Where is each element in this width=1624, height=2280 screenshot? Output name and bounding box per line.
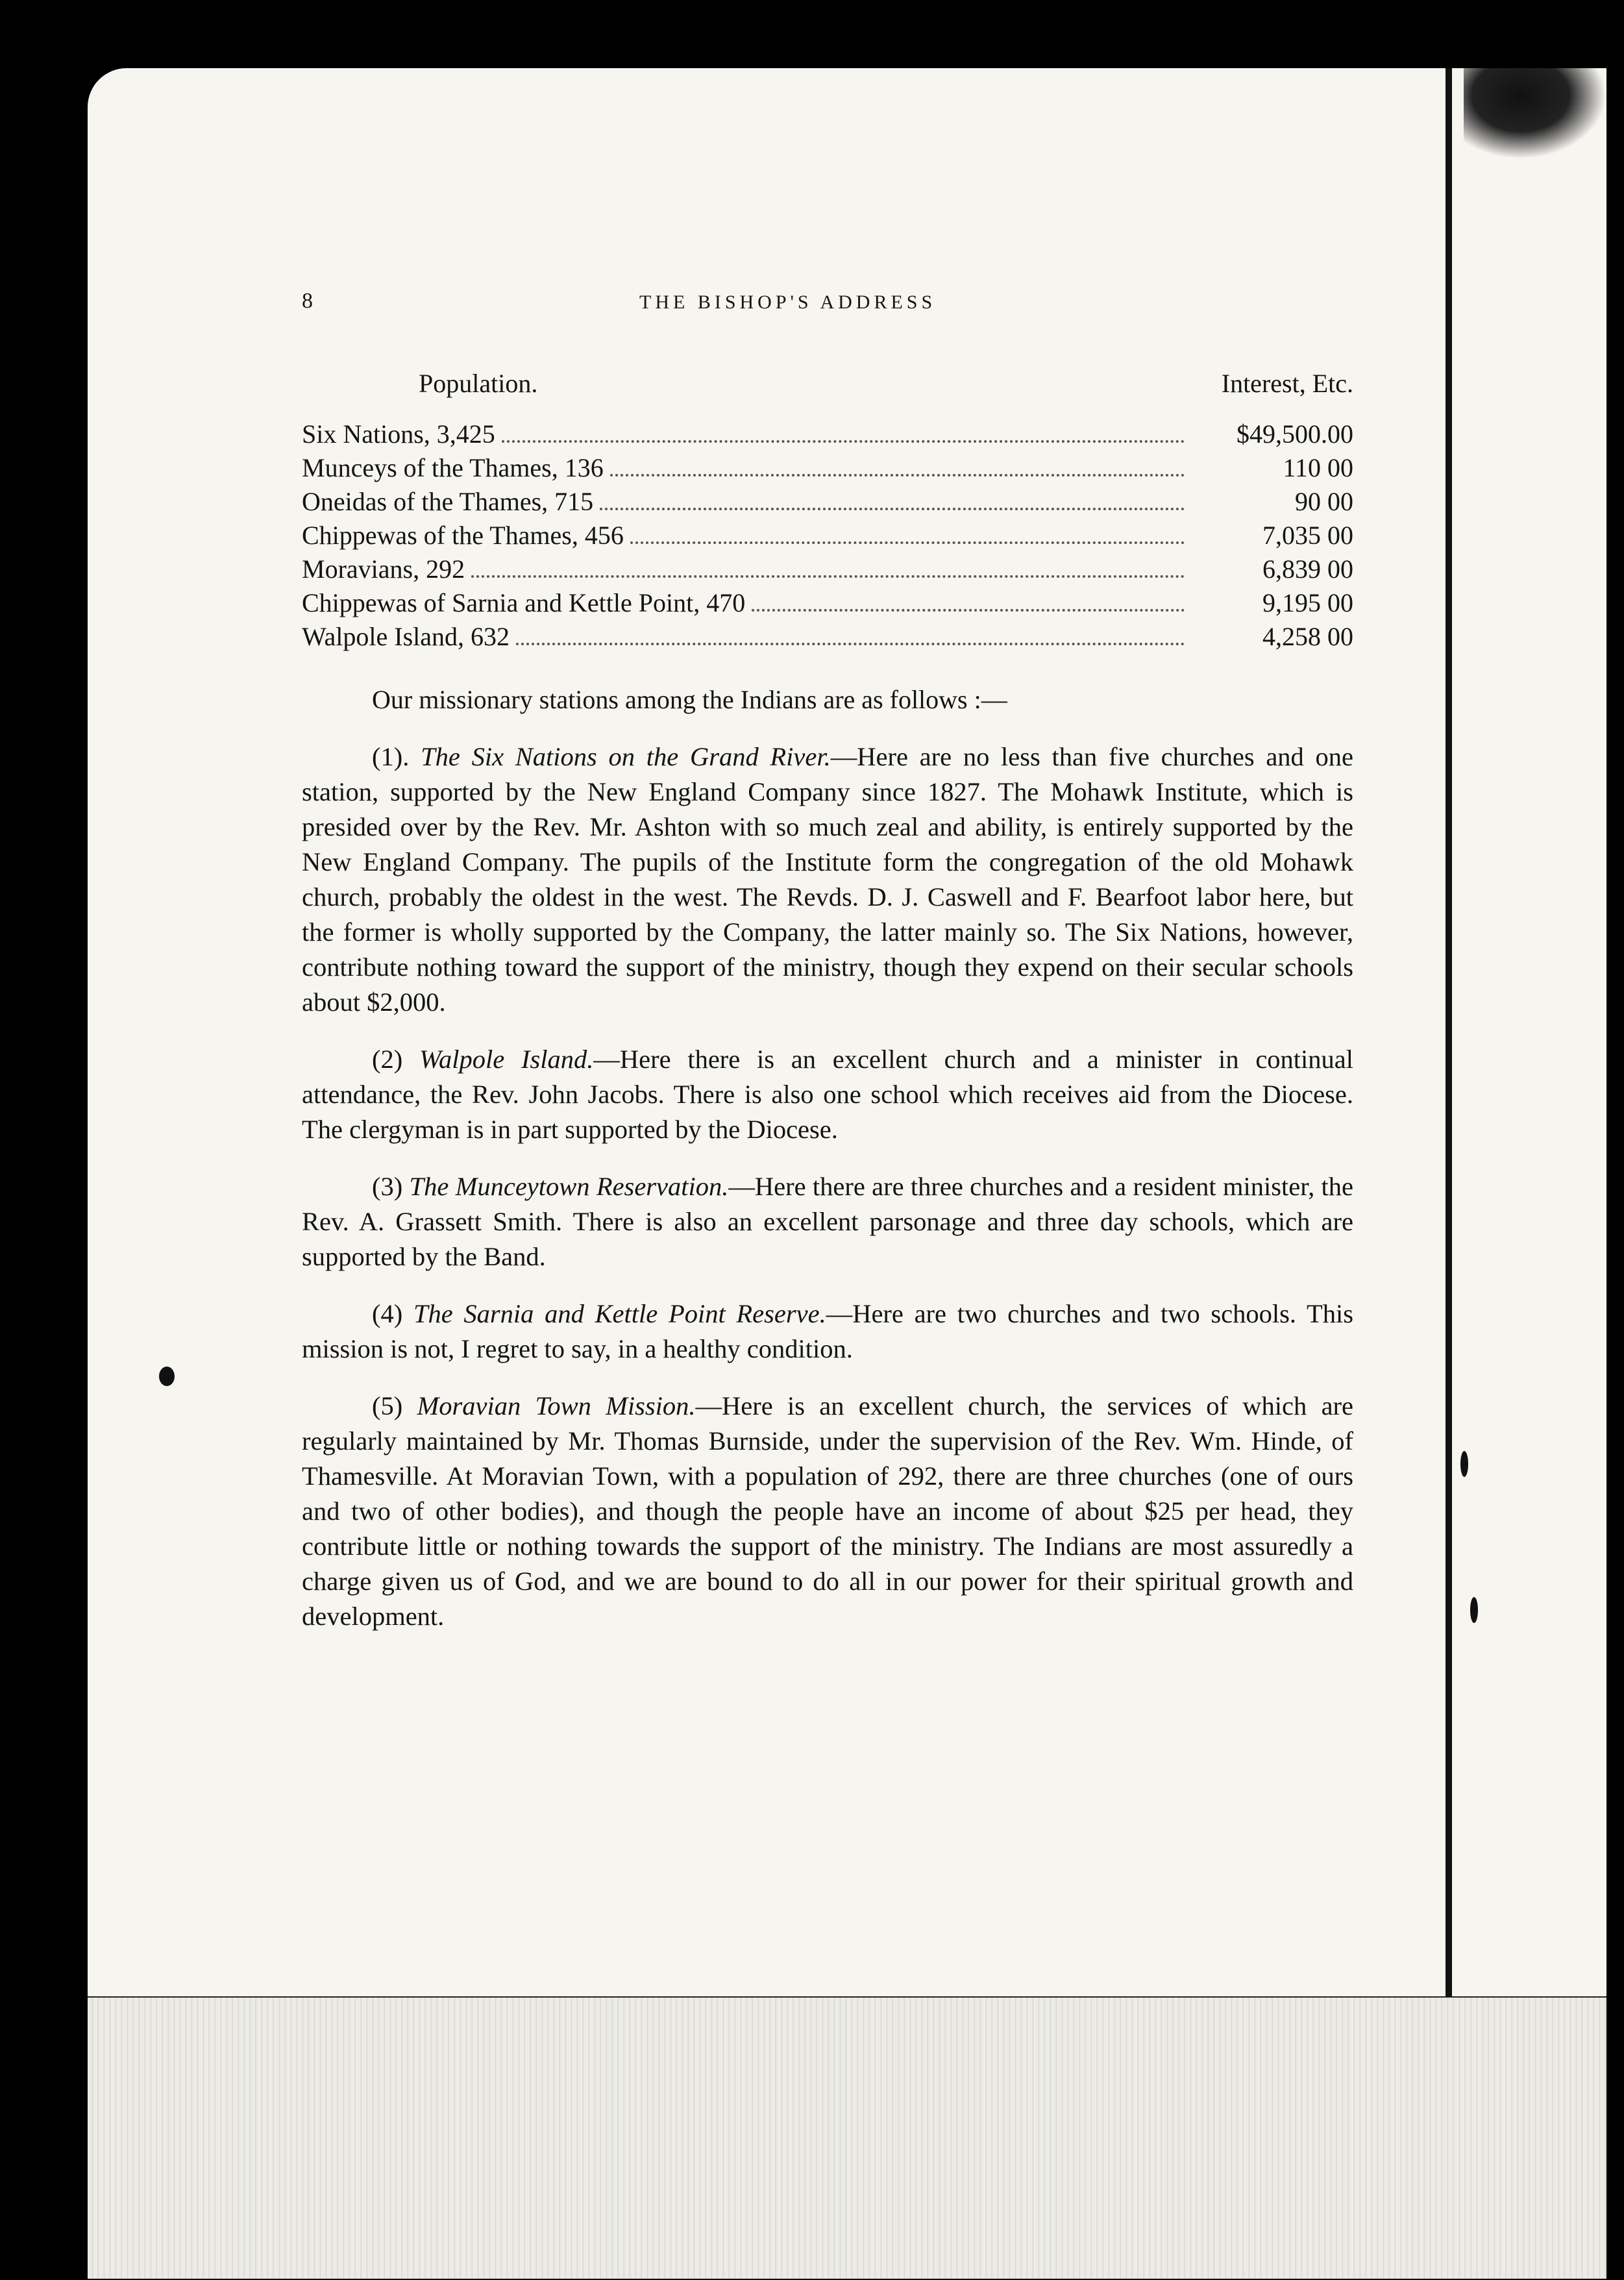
dot-leader: [630, 541, 1185, 544]
station-text: Here is an excellent church, the services of which are regularly maintained by Mr. Thomas Burnside, under the supervision of the Rev. Wm. Hinde, of Thamesville. At Moravian Town, with a population of 292, there are three churches (one of ours and two of other bodies), and though the people have an income of about $25 per head, they contribute little or nothing towards the support of the ministry. The Indians are most assuredly a charge given us of God, and we are bound to do all in our power for their spiritual growth and development.: [302, 1391, 1354, 1631]
station-paragraph-5: [302, 1389, 1353, 1634]
table-row: [302, 620, 1353, 654]
interest-amount: 4,258 00: [1262, 622, 1353, 651]
band-name: Munceys of the Thames, 136: [302, 453, 604, 482]
running-title: THE BISHOP'S ADDRESS: [639, 291, 937, 313]
table-row: [302, 586, 1353, 620]
interest-amount: 9,195 00: [1262, 588, 1353, 617]
interest-amount: 90 00: [1295, 487, 1353, 516]
station-number: (5): [372, 1391, 403, 1420]
station-heading: The Munceytown Reservation.: [409, 1172, 729, 1201]
station-text: Here are two churches and two schools. This mission is not, I regret to say, in a healthy condition.: [302, 1299, 1354, 1363]
station-text: Here there are three churches and a resident minister, the Rev. A. Grassett Smith. There is also an excellent parsonage and three day schools, which are supported by the Band.: [302, 1172, 1353, 1271]
em-dash: —: [695, 1391, 722, 1420]
station-heading: Moravian Town Mission.: [417, 1391, 696, 1420]
page-content: [302, 289, 1353, 1634]
interest-amount: 7,035 00: [1262, 521, 1353, 550]
station-heading: Walpole Island.: [419, 1045, 594, 1074]
station-paragraph-3: [302, 1169, 1353, 1274]
table-row: [302, 451, 1353, 485]
station-text: Here there is an excellent church and a minister in continual attendance, the Rev. John Jacobs. There is also one school which receives aid from the Diocese. The clergyman is in part supported by the Diocese.: [302, 1045, 1354, 1144]
table-row: [302, 417, 1353, 451]
station-number: (4): [372, 1299, 403, 1328]
station-paragraph-4: [302, 1296, 1353, 1367]
station-text: Here are no less than five churches and one station, supported by the New England Company since 1827. The Mohawk Institute, which is presided over by the Rev. Mr. Ashton with so much zeal and ability, is entirely supported by the New England Company. The pupils of the Institute form the congregation of the old Mohawk church, probably the oldest in the west. The Revds. D. J. Caswell and F. Bearfoot labor here, but the former is wholly supported by the Company, the latter mainly so. The Six Nations, however, contribute nothing toward the support of the ministry, though they expend on their secular schools about $2,000.: [302, 742, 1353, 1017]
dot-leader: [752, 609, 1185, 612]
band-name: Chippewas of Sarnia and Kettle Point, 470: [302, 588, 746, 617]
station-paragraph-2: [302, 1042, 1353, 1147]
page-number: 8: [302, 289, 317, 313]
table-row: [302, 552, 1353, 586]
table-row: [302, 519, 1353, 552]
station-heading: The Sarnia and Kettle Point Reserve.: [413, 1299, 826, 1328]
dot-leader: [516, 643, 1185, 645]
table-row: [302, 485, 1353, 519]
intro-paragraph: Our missionary stations among the Indians are as follows :—: [372, 685, 1007, 714]
interest-amount: 110 00: [1283, 453, 1353, 482]
em-dash: —: [830, 742, 857, 771]
station-number: (3): [372, 1172, 403, 1201]
margin-speck: [159, 1367, 175, 1386]
margin-speck: [1460, 1451, 1468, 1477]
population-table: [302, 417, 1353, 654]
station-heading: The Six Nations on the Grand River.: [421, 742, 831, 771]
scanned-page: [88, 68, 1606, 2279]
dot-leader: [502, 440, 1185, 443]
band-name: Chippewas of the Thames, 456: [302, 521, 624, 550]
running-head: [302, 289, 1353, 328]
margin-speck: [1470, 1597, 1478, 1623]
band-name: Walpole Island, 632: [302, 622, 510, 651]
band-name: Oneidas of the Thames, 715: [302, 487, 594, 516]
band-name: Moravians, 292: [302, 554, 465, 584]
book-spine-shadow: [1446, 68, 1452, 2279]
dot-leader: [600, 508, 1185, 510]
dot-leader: [610, 474, 1185, 477]
em-dash: —: [728, 1172, 755, 1201]
station-paragraph-1: [302, 739, 1353, 1020]
em-dash: —: [826, 1299, 853, 1328]
band-name: Six Nations, 3,425: [302, 419, 495, 449]
em-dash: —: [593, 1045, 620, 1074]
dot-leader: [471, 575, 1185, 578]
scan-noise-strip: [88, 1998, 1606, 2279]
station-number: (2): [372, 1045, 403, 1074]
population-table-header: [302, 368, 1353, 417]
interest-amount: 6,839 00: [1262, 554, 1353, 584]
ink-blot: [1464, 68, 1606, 159]
interest-column-header: Interest, Etc.: [1221, 369, 1353, 398]
interest-amount: $49,500.00: [1236, 419, 1353, 449]
population-column-header: Population.: [419, 369, 538, 398]
station-number: (1).: [372, 742, 410, 771]
